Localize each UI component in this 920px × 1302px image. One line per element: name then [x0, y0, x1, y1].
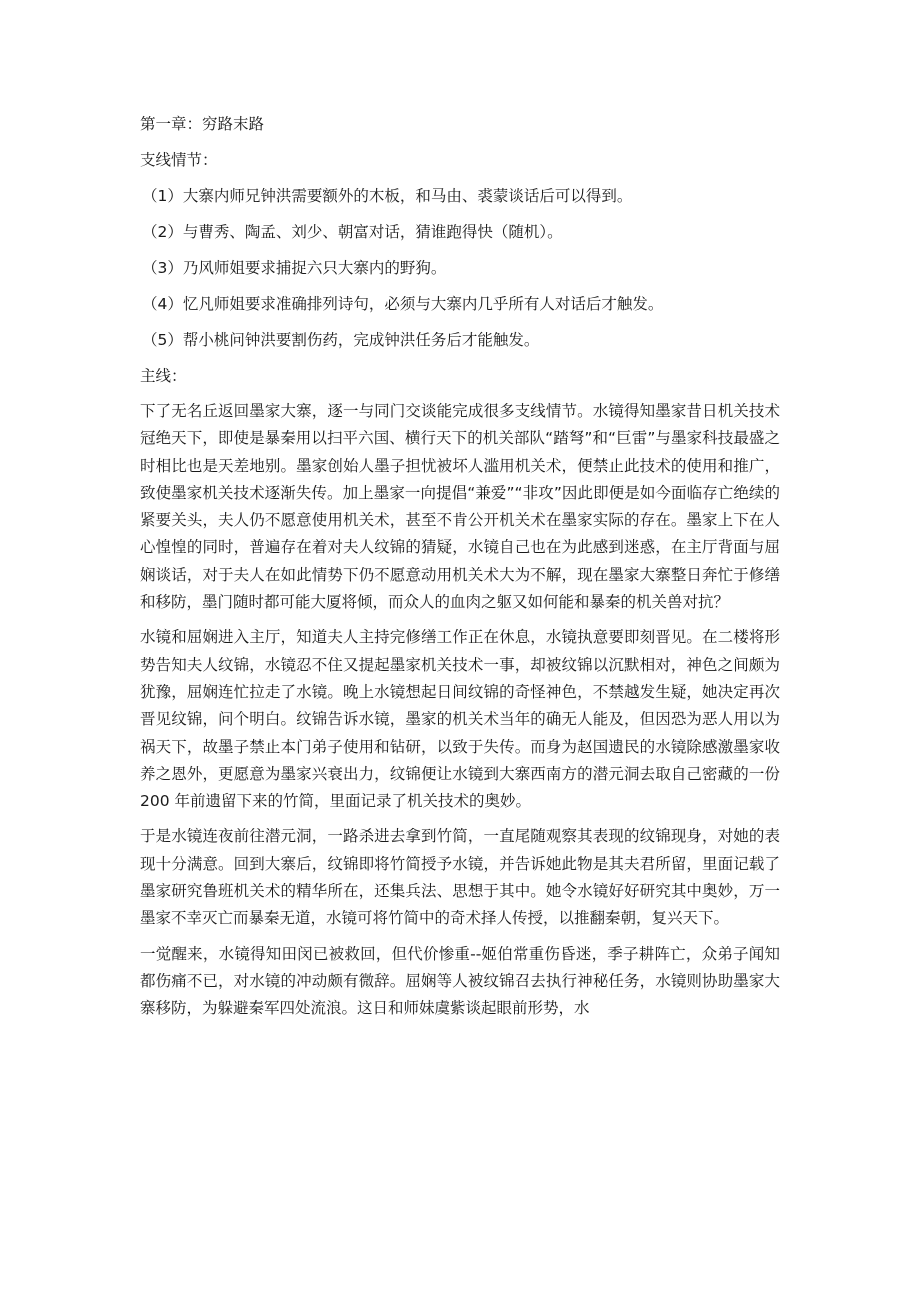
side-quest-item: （3）乃风师姐要求捕捉六只大寨内的野狗。: [142, 259, 447, 277]
main-quest-header: 主线：: [140, 367, 187, 385]
story-paragraph: 于是水镜连夜前往潜元洞，一路杀进去拿到竹简，一直尾随观察其表现的纹锦现身，对她的表现十分满意。回到大寨后，纹锦即将竹简授予水镜，并告诉她此物是其夫君所留，里面记载了墨家研究鲁班机关术的精华所在，还集兵法、思想于其中。她令水镜好好研究其中奥妙，万一墨家不幸灭亡而暴秦无道，水镜可将竹简中的奇术择人传授，以推翻秦朝，复兴天下。: [140, 827, 780, 928]
side-quest-item: （4）忆凡师姐要求准确排列诗句，必须与大寨内几乎所有人对话后才触发。: [142, 295, 664, 313]
story-paragraph: 一觉醒来，水镜得知田闵已被救回，但代价惨重--姬伯常重伤昏迷，季子耕阵亡，众弟子闻知都伤痛不已，对水镜的冲动颇有微辞。屈娴等人被纹锦召去执行神秘任务，水镜则协助墨家大寨移防，为躲避秦军四处流浪。这日和师妹虞紫谈起眼前形势，水: [140, 944, 780, 1018]
side-quest-item: （1）大寨内师兄钟洪需要额外的木板，和马由、裘蒙谈话后可以得到。: [142, 187, 633, 205]
story-paragraph: 水镜和屈娴进入主厅，知道夫人主持完修缮工作正在休息，水镜执意要即刻晋见。在二楼将形势告知夫人纹锦，水镜忍不住又提起墨家机关技术一事，却被纹锦以沉默相对，神色之间颇为犹豫，屈娴连忙拉走了水镜。晚上水镜想起日间纹锦的奇怪神色，不禁越发生疑，她决定再次晋见纹锦，问个明白。纹锦告诉水镜，墨家的机关术当年的确无人能及，但因恐为恶人用以为祸天下，故墨子禁止本门弟子使用和钻研，以致于失传。而身为赵国遗民的水镜除感激墨家收养之恩外，更愿意为墨家兴衰出力，纹锦便让水镜到大寨西南方的潜元洞去取自己密藏的一份 200 年前遗留下来的竹简，里面记录了机关技术的奥妙。: [140, 628, 780, 811]
side-quest-header: 支线情节：: [140, 151, 218, 169]
chapter-title: 第一章：穷路末路: [140, 115, 265, 133]
document-page: [140, 110, 780, 1031]
story-paragraph: 下了无名丘返回墨家大寨，逐一与同门交谈能完成很多支线情节。水镜得知墨家昔日机关技术冠绝天下，即使是暴秦用以扫平六国、横行天下的机关部队“踏弩”和“巨雷”与墨家科技最盛之时相比也是天差地别。墨家创始人墨子担忧被坏人滥用机关术，便禁止此技术的使用和推广，致使墨家机关技术逐渐失传。加上墨家一向提倡“兼爱”“非攻”因此即便是如今面临存亡绝续的紧要关头，夫人仍不愿意使用机关术，甚至不肯公开机关术在墨家实际的存在。墨家上下在人心惶惶的同时，普遍存在着对夫人纹锦的猜疑，水镜自己也在为此感到迷惑，在主厅背面与屈娴谈话，对于夫人在如此情势下仍不愿意动用机关术大为不解，现在墨家大寨整日奔忙于修缮和移防，墨门随时都可能大厦将倾，而众人的血肉之躯又如何能和暴秦的机关兽对抗？: [140, 402, 780, 612]
side-quest-item: （5）帮小桃问钟洪要割伤药，完成钟洪任务后才能触发。: [142, 331, 540, 349]
side-quest-item: （2）与曹秀、陶孟、刘少、朝富对话，猜谁跑得快（随机）。: [142, 223, 563, 241]
